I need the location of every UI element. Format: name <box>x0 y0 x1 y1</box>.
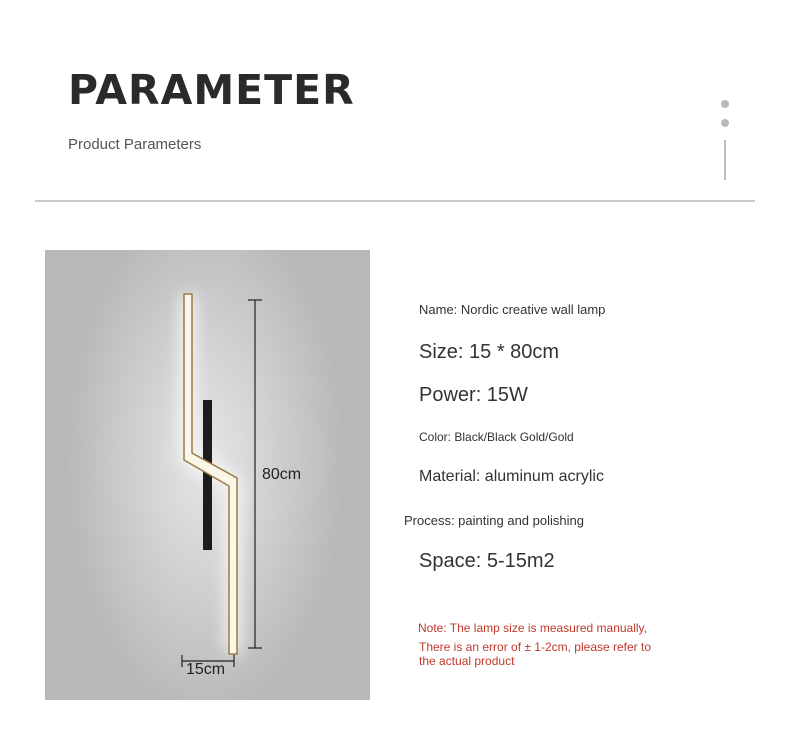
note-line-1: Note: The lamp size is measured manually, <box>418 621 647 635</box>
param-process: Process: painting and polishing <box>404 513 584 528</box>
param-power: Power: 15W <box>419 384 528 406</box>
width-dimension-label: 15cm <box>186 661 226 678</box>
height-dimension-label: 80cm <box>262 466 302 483</box>
decorative-dots-line <box>720 98 730 182</box>
param-color: Color: Black/Black Gold/Gold <box>419 430 574 444</box>
dot-icon <box>721 119 729 127</box>
product-photo <box>45 250 370 700</box>
param-space: Space: 5-15m2 <box>419 550 555 572</box>
param-name: Name: Nordic creative wall lamp <box>419 302 606 317</box>
dot-icon <box>721 100 729 108</box>
param-size: Size: 15 * 80cm <box>419 341 560 363</box>
header-divider <box>35 200 755 202</box>
gold-lamp-frame <box>184 294 237 654</box>
note-line-2: There is an error of ± 1-2cm, please refer to <box>419 640 652 654</box>
page-subtitle: Product Parameters <box>68 136 202 153</box>
wall-lamp-illustration <box>45 250 370 700</box>
note-line-3: the actual product <box>419 654 515 668</box>
page-title: PARAMETER <box>68 66 355 114</box>
param-material: Material: aluminum acrylic <box>419 468 604 485</box>
vertical-line-decoration <box>724 140 726 180</box>
